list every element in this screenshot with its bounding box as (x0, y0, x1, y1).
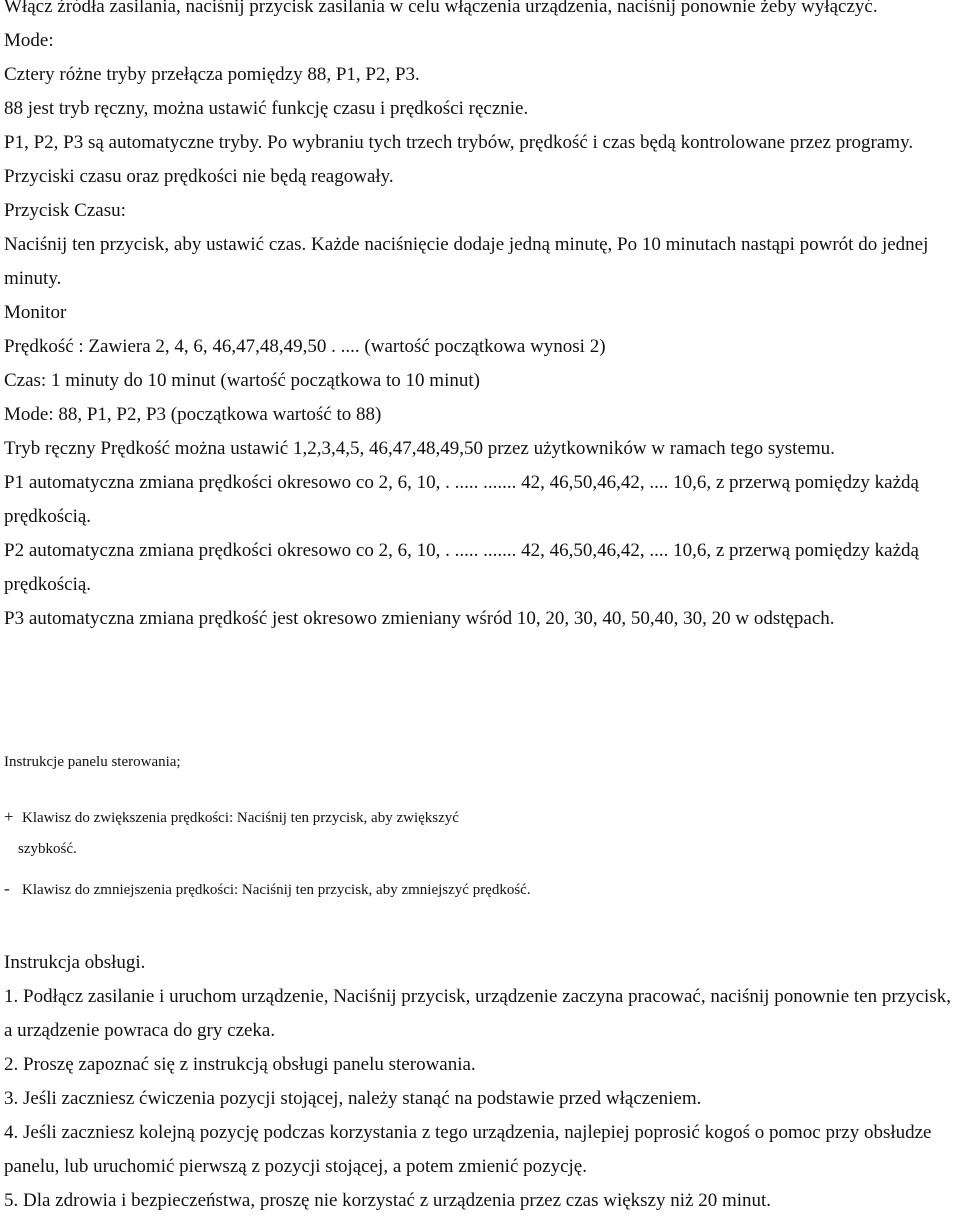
p2-line: P2 automatyczna zmiana prędkości okresowo co 2, 6, 10, . ..... ....... 42, 46,50,46,42, .... 10,6, z przerwą pomiędzy każdą prędkością. (4, 540, 919, 595)
monitor-line: Prędkość : Zawiera 2, 4, 6, 46,47,48,49,50 . .... (wartość początkowa wynosi 2) (4, 336, 606, 357)
mode-line: P1, P2, P3 są automatyczne tryby. Po wybraniu tych trzech trybów, prędkość i czas będą kontrolowane przez programy. Przyciski czasu oraz prędkości nie będą reagowały. (4, 132, 914, 187)
time-button-heading: Przycisk Czasu: (4, 200, 126, 221)
plus-key-line (4, 806, 954, 829)
mode-heading: Mode: (4, 30, 54, 51)
manual-mode-line: Tryb ręczny Prędkość można ustawić 1,2,3,4,5, 46,47,48,49,50 przez użytkowników w ramach tego systemu. (4, 438, 835, 459)
plus-key-text: Klawisz do zwiększenia prędkości: Naciśnij ten przycisk, aby zwiększyć (22, 810, 459, 826)
plus-key-continuation: szybkość. (18, 841, 77, 857)
p3-line: P3 automatyczna zmiana prędkość jest okresowo zmieniany wśród 10, 20, 30, 40, 50,40, 30, 20 w odstępach. (4, 608, 835, 629)
minus-key-text: Klawisz do zmniejszenia prędkości: Naciśnij ten przycisk, aby zmniejszyć prędkość. (22, 882, 531, 898)
usage-title: Instrukcja obsługi. (4, 952, 146, 973)
monitor-heading: Monitor (4, 302, 67, 323)
usage-item: 3. Jeśli zaczniesz ćwiczenia pozycji stojącej, należy stanąć na podstawie przed włączeniem. (4, 1088, 702, 1109)
usage-item: 4. Jeśli zaczniesz kolejną pozycję podczas korzystania z tego urządzenia, najlepiej poprosić kogoś o pomoc przy obsłudze panelu, lub uruchomić pierwszą z pozycji stojącej, a potem zmienić pozycję. (4, 1122, 932, 1177)
usage-item: 2. Proszę zapoznać się z instrukcją obsługi panelu sterowania. (4, 1054, 476, 1075)
monitor-line: Mode: 88, P1, P2, P3 (początkowa wartość to 88) (4, 404, 382, 425)
mode-line: Cztery różne tryby przełącza pomiędzy 88, P1, P2, P3. (4, 64, 420, 85)
plus-icon: + (4, 807, 14, 826)
usage-instructions-section (0, 946, 954, 1218)
p1-line: P1 automatyczna zmiana prędkości okresowo co 2, 6, 10, . ..... ....... 42, 46,50,46,42, .... 10,6, z przerwą pomiędzy każdą prędkością. (4, 472, 919, 527)
control-panel-section (0, 751, 960, 901)
monitor-line: Czas: 1 minuty do 10 minut (wartość początkowa to 10 minut) (4, 370, 480, 391)
power-instruction: Włącz źródła zasilania, naciśnij przycisk zasilania w celu włączenia urządzenia, naciśnij ponownie żeby wyłączyć. (4, 0, 878, 17)
usage-item: 1. Podłącz zasilanie i uruchom urządzenie, Naciśnij przycisk, urządzenie zaczyna pracować, naciśnij ponownie ten przycisk, a urządzenie powraca do gry czeka. (4, 986, 951, 1041)
panel-title: Instrukcje panelu sterowania; (4, 754, 181, 770)
mode-line: 88 jest tryb ręczny, można ustawić funkcję czasu i prędkości ręcznie. (4, 98, 529, 119)
usage-item: 5. Dla zdrowia i bezpieczeństwa, proszę nie korzystać z urządzenia przez czas większy niż 20 minut. (4, 1190, 772, 1211)
time-button-description: Naciśnij ten przycisk, aby ustawić czas. Każde naciśnięcie dodaje jedną minutę, Po 10 minutach nastąpi powrót do jednej minuty. (4, 234, 929, 289)
minus-key-line (4, 878, 954, 901)
minus-icon: - (4, 879, 10, 898)
